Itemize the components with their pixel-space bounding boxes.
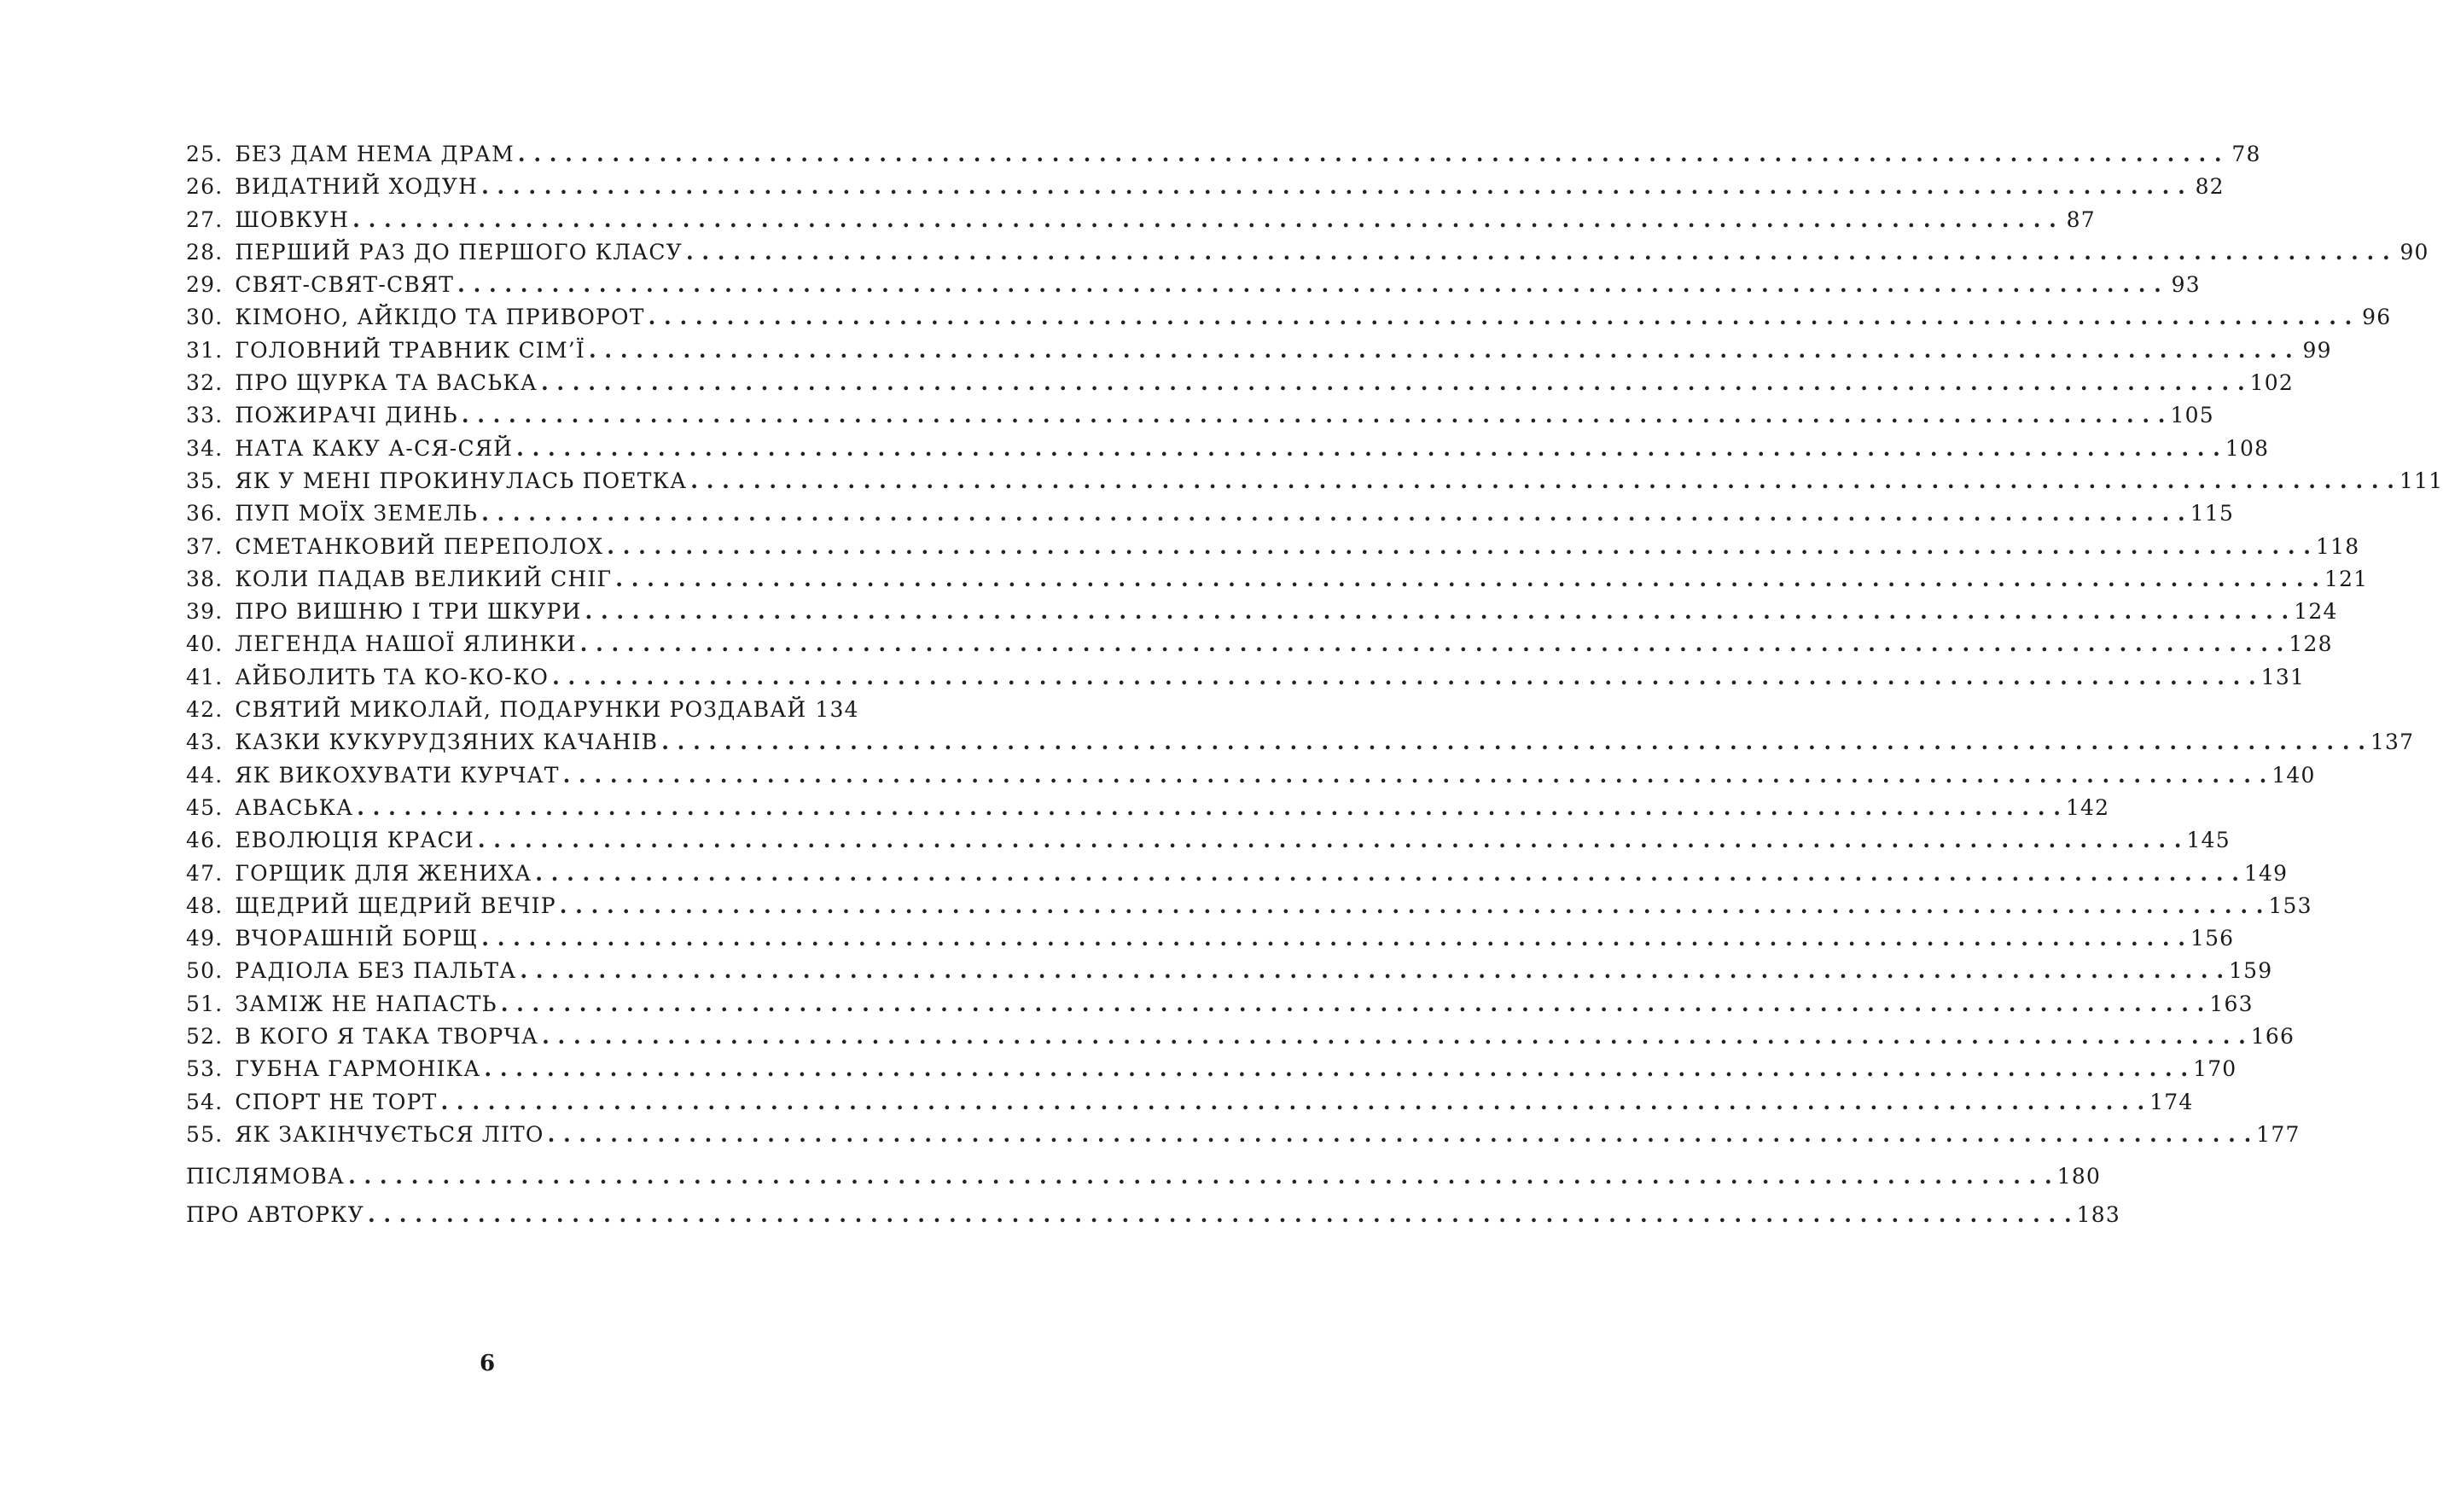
toc-entry-title: ГОРЩИК ДЛЯ ЖЕНИХА — [235, 860, 532, 886]
toc-entry-page: 163 — [2209, 991, 2254, 1016]
toc-entry-number: 48. — [186, 893, 224, 918]
toc-entry-page: 153 — [2268, 893, 2312, 918]
toc-entry-title: ЗАМІЖ НЕ НАПАСТЬ — [235, 991, 497, 1016]
toc-entry-title: ПОЖИРАЧІ ДИНЬ — [235, 403, 458, 428]
toc-entry-page: 140 — [2271, 762, 2316, 788]
toc-entry[interactable] — [186, 1119, 2300, 1151]
dot-leader — [690, 465, 2394, 497]
dot-leader — [552, 661, 2256, 694]
toc-entry-title: ГОЛОВНИЙ ТРАВНИК СІМ’Ї — [235, 337, 586, 363]
toc-entry[interactable] — [186, 399, 2214, 432]
dot-leader — [541, 367, 2245, 399]
toc-entry-page: 78 — [2231, 142, 2261, 166]
toc-entry-title: ПРО АВТОРКУ — [186, 1202, 364, 1228]
dot-leader — [520, 955, 2224, 987]
toc-entry-number: 45. — [186, 794, 224, 820]
toc-entry-title: СПОРТ НЕ ТОРТ — [235, 1089, 438, 1114]
dot-leader — [481, 497, 2185, 530]
dot-leader — [615, 563, 2319, 596]
toc-entry-number: 44. — [186, 762, 224, 788]
toc-entry-page: 145 — [2186, 828, 2231, 853]
toc-entry-title: ШОВКУН — [235, 206, 350, 232]
toc-entry-number: 50. — [186, 958, 224, 984]
toc-entry-page: 180 — [2056, 1164, 2102, 1189]
toc-entry-number: 32. — [186, 370, 224, 396]
toc-entry-number: 28. — [186, 239, 224, 265]
toc-entry-title: ЛЕГЕНДА НАШОЇ ЯЛИНКИ — [235, 631, 577, 657]
dot-leader — [589, 334, 2293, 367]
toc-entry[interactable] — [186, 661, 2306, 694]
dot-leader — [560, 890, 2264, 922]
toc-entry[interactable] — [186, 922, 2235, 955]
toc-entry-number: 39. — [186, 599, 224, 625]
toc-entry-page: 121 — [2324, 566, 2369, 591]
dot-leader — [457, 269, 2161, 301]
dot-leader — [501, 988, 2205, 1021]
toc-entry-title: В КОГО Я ТАКА ТВОРЧА — [235, 1024, 539, 1050]
toc-entry[interactable] — [186, 726, 2415, 759]
toc-entry-title: КАЗКИ КУКУРУДЗЯНИХ КАЧАНІВ — [235, 730, 659, 755]
dot-leader — [649, 301, 2353, 334]
toc-entry-title: СВЯТ-СВЯТ-СВЯТ — [235, 272, 455, 298]
toc-entry-number: 55. — [186, 1121, 224, 1147]
toc-entry-number: 38. — [186, 566, 224, 591]
toc-entry[interactable] — [186, 1086, 2194, 1119]
dot-leader — [580, 628, 2284, 660]
toc-entry-number: 51. — [186, 991, 224, 1016]
toc-entry[interactable] — [186, 759, 2316, 792]
toc-entry-page: 177 — [2256, 1121, 2300, 1147]
toc-entry[interactable] — [186, 890, 2312, 922]
toc-entry-title: ПРО ЩУРКА ТА ВАСЬКА — [235, 370, 538, 396]
toc-entry[interactable] — [186, 367, 2294, 399]
toc-entry-page: 166 — [2250, 1024, 2295, 1050]
toc-entry[interactable] — [186, 955, 2273, 987]
dot-leader — [516, 433, 2220, 465]
toc-entry-number: 49. — [186, 926, 224, 951]
toc-entry-title: ГУБНА ГАРМОНІКА — [235, 1056, 481, 1082]
toc-entry[interactable] — [186, 694, 859, 726]
toc-entry-page: 149 — [2243, 860, 2289, 886]
toc-entry[interactable] — [186, 628, 2333, 660]
toc-entry[interactable] — [186, 334, 2332, 367]
toc-entry[interactable] — [186, 988, 2254, 1021]
toc-entry-page: 156 — [2190, 926, 2235, 951]
toc-entry[interactable] — [186, 792, 2110, 824]
dot-leader — [357, 792, 2061, 824]
toc-entry-number: 33. — [186, 403, 224, 428]
toc-entry-title: КІМОНО, АЙКІДО ТА ПРИВОРОТ — [235, 305, 645, 330]
dot-leader — [548, 1119, 2252, 1151]
dot-leader — [585, 596, 2289, 628]
toc-entry[interactable] — [186, 1021, 2295, 1053]
toc-entry-number: 35. — [186, 468, 224, 493]
dot-leader — [368, 1195, 2072, 1234]
toc-entry-page: 183 — [2076, 1202, 2120, 1228]
toc-entry-number: 36. — [186, 501, 224, 526]
toc-entry[interactable] — [186, 204, 2096, 236]
toc-entry-number: 27. — [186, 206, 224, 232]
toc-entry[interactable] — [186, 858, 2289, 890]
toc-entry-page: 159 — [2229, 958, 2273, 984]
toc-entry-number: 34. — [186, 435, 224, 461]
toc-entry-title: ПУП МОЇХ ЗЕМЕЛЬ — [235, 501, 479, 526]
toc-entry[interactable] — [186, 171, 2225, 203]
dot-leader — [535, 858, 2239, 890]
toc-entry-about-author[interactable] — [186, 1195, 2120, 1234]
toc-entry-title: КОЛИ ПАДАВ ВЕЛИКИЙ СНІГ — [235, 566, 613, 591]
toc-entry-title: АЙБОЛИТЬ ТА КО-КО-КО — [235, 664, 550, 689]
toc-entry-page: 142 — [2065, 794, 2110, 820]
toc-entry-title: ЕВОЛЮЦІЯ КРАСИ — [235, 828, 474, 853]
toc-entry-title: ВЧОРАШНІЙ БОРЩ — [235, 926, 479, 951]
toc-entry[interactable] — [186, 531, 2360, 563]
toc-entry-page: 87 — [2066, 206, 2096, 232]
toc-entry[interactable] — [186, 433, 2270, 465]
toc-entry-page: 111 — [2399, 468, 2443, 493]
toc-entry-title: ПІСЛЯМОВА — [186, 1164, 346, 1189]
toc-entry[interactable] — [186, 1053, 2237, 1085]
toc-entry-title: СВЯТИЙ МИКОЛАЙ, ПОДАРУНКИ РОЗДАВАЙ — [235, 697, 807, 723]
toc-entry-title: ЯК ЗАКІНЧУЄТЬСЯ ЛІТО — [235, 1121, 544, 1147]
toc-entry[interactable] — [186, 563, 2369, 596]
dot-leader — [441, 1086, 2145, 1119]
toc-entry-page: 128 — [2289, 631, 2333, 657]
toc-entry-number: 47. — [186, 860, 224, 886]
dot-leader — [607, 531, 2311, 563]
toc-entry-number: 30. — [186, 305, 224, 330]
dot-leader — [348, 1157, 2052, 1195]
toc-entry-number: 43. — [186, 730, 224, 755]
toc-entry-number: 31. — [186, 337, 224, 363]
toc-entry-number: 29. — [186, 272, 224, 298]
toc-entry-page: 118 — [2315, 533, 2360, 559]
dot-leader — [481, 171, 2185, 203]
toc-entry-number: 42. — [186, 697, 224, 723]
toc-entry-title: ВИДАТНИЙ ХОДУН — [235, 174, 479, 200]
toc-entry-number: 40. — [186, 631, 224, 657]
toc-entry-number: 37. — [186, 533, 224, 559]
toc-entry-page: 131 — [2260, 664, 2306, 689]
dot-leader — [352, 204, 2056, 236]
toc-entry[interactable] — [186, 138, 2261, 171]
toc-entry-title: БЕЗ ДАМ НЕМА ДРАМ — [235, 142, 515, 166]
toc-entry-number: 53. — [186, 1056, 224, 1082]
toc-entry-afterword[interactable] — [186, 1157, 2102, 1195]
toc-entry-title: НАТА КАКУ А-СЯ-СЯЙ — [235, 435, 514, 461]
toc-entry-page: 105 — [2170, 403, 2214, 428]
dot-leader — [563, 759, 2267, 792]
dot-leader — [518, 138, 2222, 171]
dot-leader — [462, 399, 2166, 432]
toc-entry[interactable] — [186, 465, 2443, 497]
toc-entry-number: 52. — [186, 1024, 224, 1050]
toc-entry-page: 108 — [2225, 435, 2270, 461]
toc-entry[interactable] — [186, 269, 2201, 301]
toc-entry-page: 90 — [2399, 239, 2429, 265]
dot-leader — [686, 236, 2390, 269]
toc-entry[interactable] — [186, 824, 2231, 857]
dot-leader — [661, 726, 2365, 759]
toc-entry-number: 26. — [186, 174, 224, 200]
toc-entry-title: ПРО ВИШНЮ І ТРИ ШКУРИ — [235, 599, 582, 625]
toc-entry-page: 174 — [2149, 1089, 2194, 1114]
toc-entry-title: ЩЕДРИЙ ЩЕДРИЙ ВЕЧІР — [235, 893, 556, 918]
toc-entry[interactable] — [186, 301, 2392, 334]
toc-entry-page: 137 — [2370, 730, 2415, 755]
toc-entry[interactable] — [186, 236, 2429, 269]
toc-entry-title: ЯК ВИКОХУВАТИ КУРЧАТ — [235, 762, 560, 788]
toc-entry-number: 54. — [186, 1089, 224, 1114]
dot-leader — [478, 824, 2182, 857]
table-of-contents — [186, 138, 2443, 1234]
toc-entry-number: 41. — [186, 664, 224, 689]
toc-entry-page: 115 — [2190, 501, 2235, 526]
toc-entry[interactable] — [186, 497, 2235, 530]
toc-entry-page: 99 — [2302, 337, 2332, 363]
toc-entry-title: РАДІОЛА БЕЗ ПАЛЬТА — [235, 958, 517, 984]
toc-entry-number: 46. — [186, 828, 224, 853]
toc-entry-title: ЯК У МЕНІ ПРОКИНУЛАСЬ ПОЕТКА — [235, 468, 688, 493]
dot-leader — [542, 1021, 2246, 1053]
toc-entry-number: 25. — [186, 142, 224, 166]
page-number: 6 — [479, 1351, 496, 1376]
toc-entry-page: 170 — [2193, 1056, 2237, 1082]
toc-entry[interactable] — [186, 596, 2338, 628]
toc-entry-title: ПЕРШИЙ РАЗ ДО ПЕРШОГО КЛАСУ — [235, 239, 683, 265]
toc-entry-page: 96 — [2362, 305, 2392, 330]
toc-entry-title: АВАСЬКА — [235, 794, 354, 820]
toc-entry-page: 134 — [815, 697, 859, 723]
toc-entry-page: 93 — [2171, 272, 2201, 298]
dot-leader — [484, 1053, 2188, 1085]
toc-entry-page: 102 — [2249, 370, 2294, 396]
dot-leader — [481, 922, 2185, 955]
toc-entry-page: 82 — [2195, 174, 2225, 200]
toc-entry-page: 124 — [2294, 599, 2338, 625]
toc-entry-title: СМЕТАНКОВИЙ ПЕРЕПОЛОХ — [235, 533, 604, 559]
